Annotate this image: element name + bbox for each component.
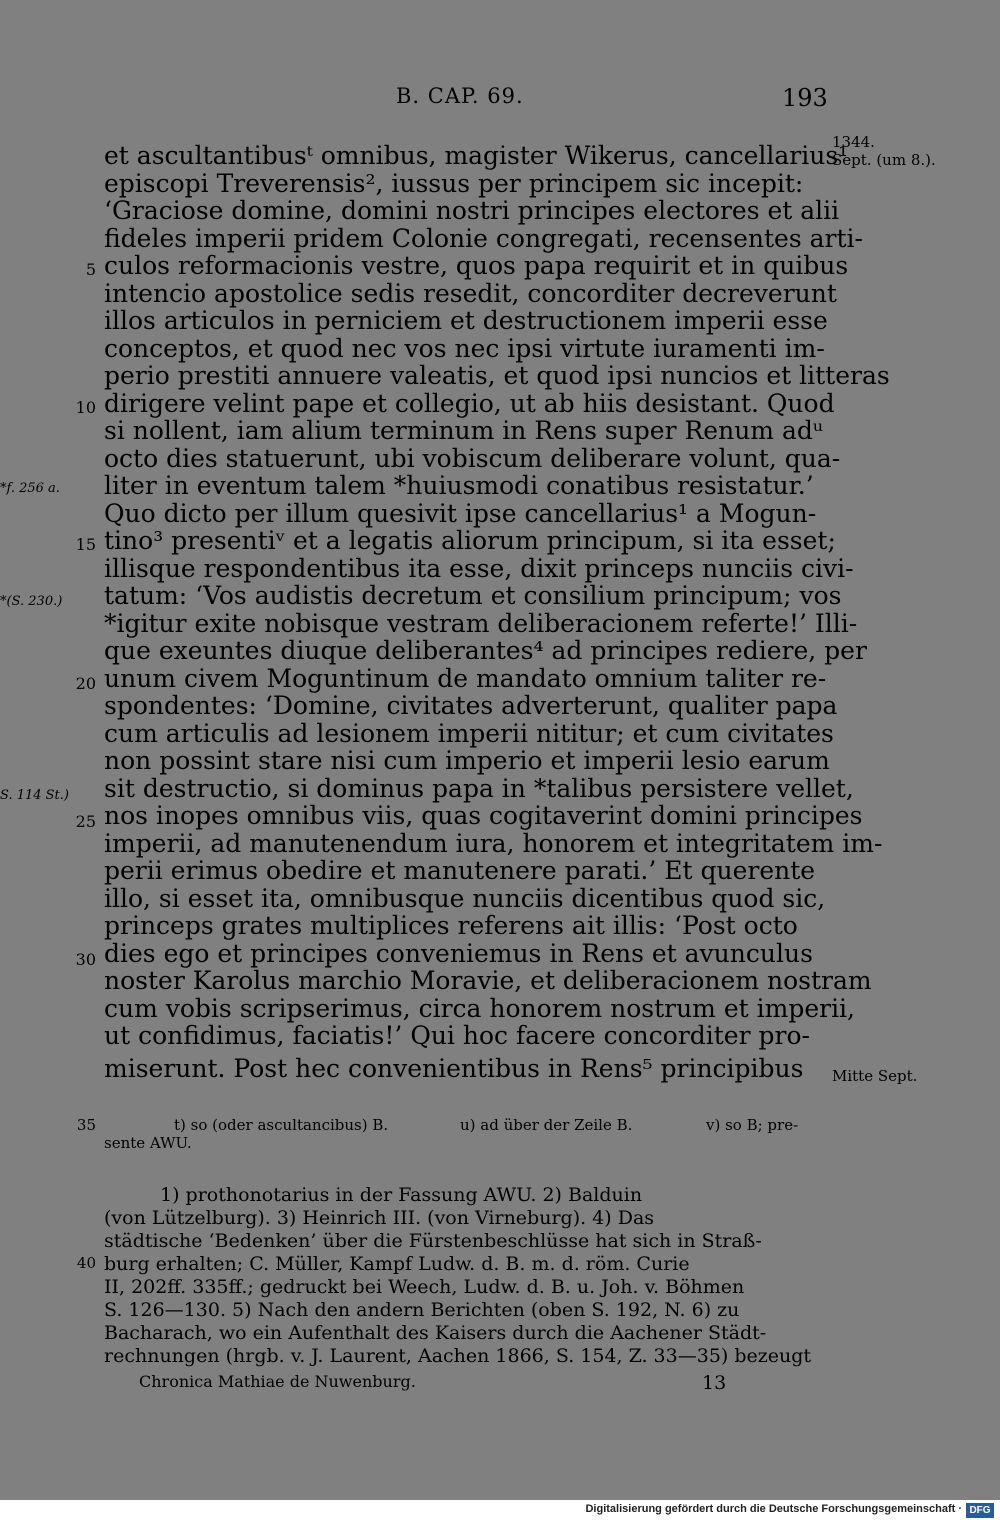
text-line: culos reformacionis vestre, quos papa requirit et in quibus [104, 251, 849, 280]
text-line: sit destructio, si dominus papa in *talibus persistere vellet, [104, 774, 854, 803]
text-line: fideles imperii pridem Colonie congregati, recensentes arti- [104, 224, 863, 253]
text-line: noster Karolus marchio Moravie, et deliberacionem nostram [104, 966, 872, 995]
text-line: que exeuntes diuque deliberantes⁴ ad principes rediere, per [104, 636, 867, 665]
text-line: dirigere velint pape et collegio, ut ab hiis desistant. Quod [104, 389, 835, 418]
margin-folio: *f. 256 a. [0, 481, 60, 496]
text-line: episcopi Treverensis², iussus per principem sic incepit: [104, 169, 804, 198]
text-line: ut confidimus, faciatis!’ Qui hoc facere concorditer pro- [104, 1021, 810, 1050]
chapter-title: B. CAP. 69. [396, 84, 524, 108]
footnote-line: städtische ‘Bedenken’ über die Fürstenbeschlüsse hat sich in Straß- [104, 1230, 762, 1252]
text-line: ‘Graciose domine, domini nostri principes electores et alii [104, 196, 840, 225]
line-number: 35 [76, 1116, 96, 1134]
footnote-line: burg erhalten; C. Müller, Kampf Ludw. d. B. m. d. röm. Curie [104, 1253, 690, 1275]
line-number: 5 [85, 260, 96, 279]
apparatus-note-t: t) so (oder ascultancibus) B. [174, 1116, 389, 1134]
text-line: spondentes: ‘Domine, civitates adverterunt, qualiter papa [104, 691, 838, 720]
margin-page-ref: *(S. 230.) [0, 594, 63, 609]
text-line: perio prestiti annuere valeatis, et quod ipsi nuncios et litteras [104, 361, 890, 390]
text-line: imperii, ad manutenendum iura, honorem et integritatem im- [104, 829, 883, 858]
margin-year: 1344. [832, 133, 875, 151]
text-line: tino³ presentiᵛ et a legatis aliorum principum, si ita esset; [104, 526, 836, 555]
text-line: Quo dicto per illum quesivit ipse cancellarius¹ a Mogun- [104, 499, 817, 528]
text-line: intencio apostolice sedis resedit, concorditer decreverunt [104, 279, 837, 308]
text-line: miserunt. Post hec convenientibus in Rens⁵ principibus [104, 1054, 804, 1083]
funding-text: Digitalisierung gefördert durch die Deutsche Forschungsgemeinschaft · [585, 1503, 962, 1515]
text-line: cum articulis ad lesionem imperii nititur; et cum civitates [104, 719, 834, 748]
text-line: conceptos, et quod nec vos nec ipsi virtute iuramenti im- [104, 334, 825, 363]
text-line: liter in eventum talem *huiusmodi conatibus resistatur.’ [104, 471, 814, 500]
line-number: 30 [75, 950, 96, 969]
text-line: illos articulos in perniciem et destructionem imperii esse [104, 306, 828, 335]
text-line: perii erimus obedire et manutenere parati.’ Et querente [104, 856, 816, 885]
text-line: dies ego et principes conveniemus in Rens et avunculus [104, 939, 813, 968]
footnote-line: rechnungen (hrgb. v. J. Laurent, Aachen 1866, S. 154, Z. 33—35) bezeugt [104, 1345, 812, 1367]
text-line: tatum: ‘Vos audistis decretum et consilium principum; vos [104, 581, 842, 610]
text-line: et ascultantibusᵗ omnibus, magister Wikerus, cancellarius¹ [104, 141, 849, 170]
apparatus-note-v-cont: sente AWU. [104, 1134, 192, 1152]
text-line: illisque respondentibus ita esse, dixit princeps nunciis civi- [104, 554, 854, 583]
footnote-line: II, 202ff. 335ff.; gedruckt bei Weech, Ludw. d. B. u. Joh. v. Böhmen [104, 1276, 745, 1298]
margin-date-2: Mitte Sept. [832, 1067, 918, 1085]
running-header [0, 84, 1000, 114]
text-line: octo dies statuerunt, ubi vobiscum deliberare volunt, qua- [104, 444, 841, 473]
text-line: nos inopes omnibus viis, quas cogitaverint domini principes [104, 801, 863, 830]
line-number: 25 [75, 812, 96, 831]
book-title: Chronica Mathiae de Nuwenburg. [139, 1372, 416, 1391]
text-line: unum civem Moguntinum de mandato omnium taliter re- [104, 664, 827, 693]
text-line: princeps grates multiplices referens ait illis: ‘Post octo [104, 911, 798, 940]
footnote-line: Bacharach, wo ein Aufenthalt des Kaisers durch die Aachener Städt- [104, 1322, 767, 1344]
line-number: 15 [75, 535, 96, 554]
margin-page-ref-2: S. 114 St.) [0, 788, 69, 803]
dfg-logo: DFG [966, 1503, 994, 1518]
apparatus-note-v: v) so B; pre- [706, 1116, 799, 1134]
text-line: cum vobis scripserimus, circa honorem nostrum et imperii, [104, 994, 856, 1023]
line-number: 10 [75, 398, 96, 417]
text-line: non possint stare nisi cum imperio et imperii lesio earum [104, 746, 830, 775]
footnote-line: S. 126—130. 5) Nach den andern Berichten (oben S. 192, N. 6) zu [104, 1299, 740, 1321]
margin-date: Sept. (um 8.). [832, 151, 936, 169]
line-number: 40 [76, 1254, 96, 1272]
text-line: illo, si esset ita, omnibusque nunciis dicentibus quod sic, [104, 884, 826, 913]
page-number: 193 [782, 84, 828, 112]
apparatus-note-u: u) ad über der Zeile B. [460, 1116, 633, 1134]
text-line: *igitur exite nobisque vestram deliberacionem referte!’ Illi- [104, 609, 858, 638]
funding-bar [0, 1500, 1000, 1522]
text-line: si nollent, iam alium terminum in Rens super Renum adᵘ [104, 416, 823, 445]
footnote-line: 1) prothonotarius in der Fassung AWU. 2) Balduin [160, 1184, 643, 1206]
signature-mark: 13 [702, 1372, 727, 1394]
line-number: 20 [75, 674, 96, 693]
footnote-line: (von Lützelburg). 3) Heinrich III. (von Virneburg). 4) Das [104, 1207, 655, 1229]
